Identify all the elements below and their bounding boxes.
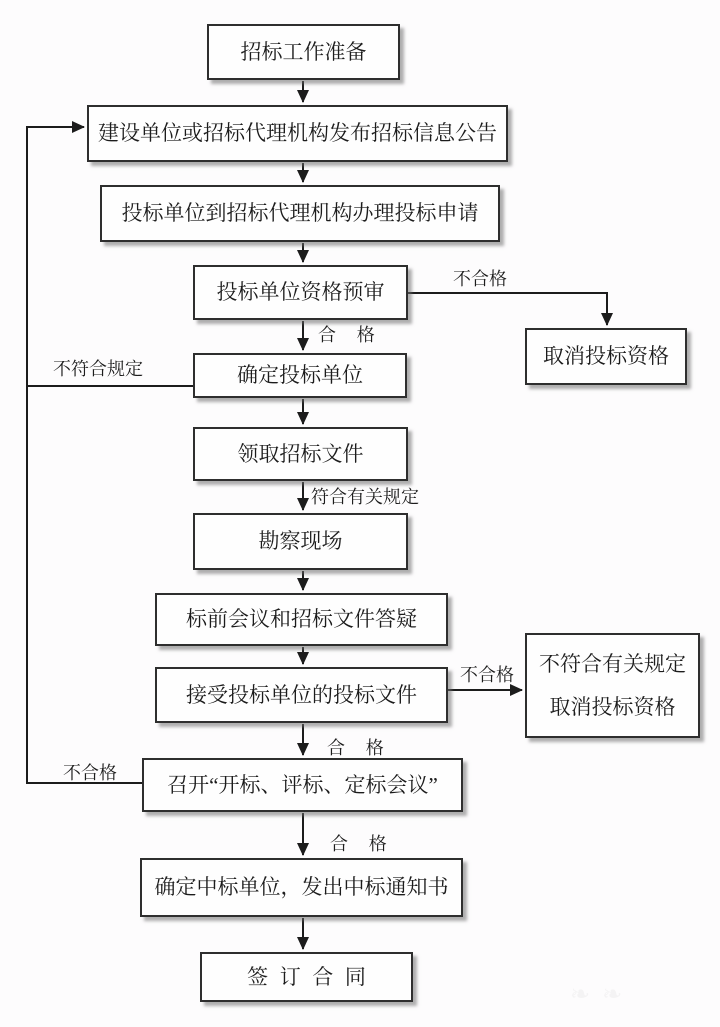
edge-label-qualified-prequalify: 合 格 [318,325,383,345]
node-site-survey: 勘察现场 [193,513,408,570]
watermark-icon [570,980,622,1009]
edge-label-qualified-meeting: 合 格 [330,834,395,854]
node-cancel-qualification-1: 取消投标资格 [525,328,687,385]
arrow-prequalify-to-cancel [408,293,607,325]
cancel-2-line-2: 取消投标资格 [549,694,676,719]
edge-label-unqualified-meeting: 不合格 [63,763,117,783]
node-collect-bid-documents: 领取招标文件 [193,427,408,481]
node-publish-announcement: 建设单位或招标代理机构发布招标信息公告 [87,105,508,162]
node-sign-contract: 签订合同 [200,952,413,1002]
watermark-mark-icon: ❧ [570,982,591,1008]
node-award-notice: 确定中标单位，发出中标通知书 [140,858,463,917]
edge-label-qualified-accept: 合 格 [327,738,392,758]
node-prebid-meeting: 标前会议和招标文件答疑 [155,593,448,646]
watermark-mark-icon: ❧ [602,982,623,1008]
edge-label-unqualified-prequalify: 不合格 [453,269,507,289]
node-bid-opening-meeting: 召开“开标、评标、定标会议” [142,758,463,812]
node-cancel-qualification-2 [525,633,700,738]
edge-label-unqualified-accept: 不合格 [460,665,514,685]
edge-label-nonconforming: 不符合规定 [53,359,143,379]
edge-label-conforming: 符合有关规定 [311,487,419,507]
node-determine-bidders: 确定投标单位 [193,353,407,398]
cancel-2-line-1: 不符合有关规定 [539,652,686,677]
node-accept-bid-documents: 接受投标单位的投标文件 [155,667,448,723]
node-prequalification: 投标单位资格预审 [193,265,408,320]
node-bidding-preparation: 招标工作准备 [207,24,400,80]
node-bid-application: 投标单位到招标代理机构办理投标申请 [100,185,500,242]
